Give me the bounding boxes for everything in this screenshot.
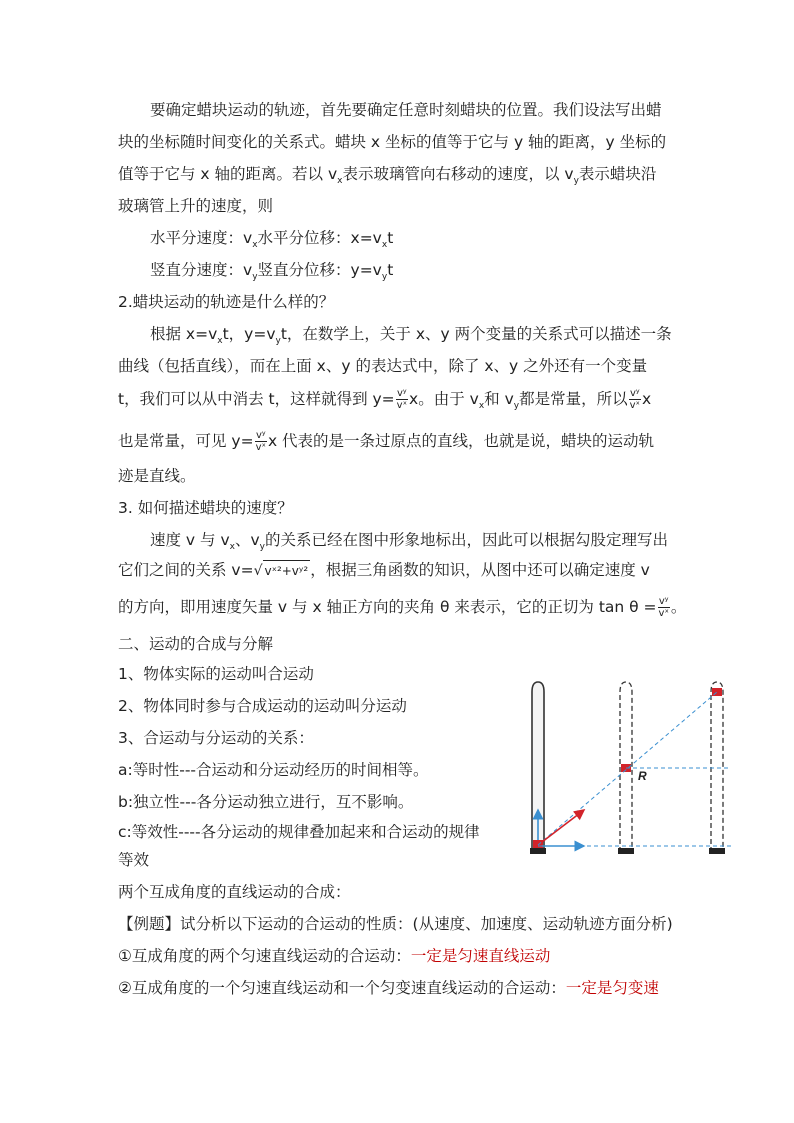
fraction-vy-vx: $\frac{\text{vʸ}}{\text{vˣ}}$: [396, 388, 408, 411]
para2-line2: 曲线（包括直线），而在上面 x、y 的表达式中，除了 x、y 之外还有一个变量: [118, 357, 648, 375]
list-item-c-cont: 等效: [118, 851, 150, 869]
para1-line3: 值等于它与 x 轴的距离。若以 $v_x$表示玻璃管向右移动的速度，以 $v_y$表示蜡块沿: [118, 165, 657, 187]
glass-tube-dashed-right: [711, 682, 723, 852]
para1-line4: 玻璃管上升的速度，则: [118, 197, 274, 215]
fraction-vy-vx: $\frac{\text{vʸ}}{\text{vˣ}}$: [629, 388, 640, 411]
list-item-b: b:独立性---各分运动独立进行，互不影响。: [118, 793, 414, 811]
v-arrow: [542, 810, 584, 842]
tube-base: [618, 848, 634, 854]
tube-base: [709, 848, 725, 854]
vertical-formula: 竖直分速度：$v_y$竖直分位移：$y=v_yt$: [150, 261, 394, 283]
list-item-a: a:等时性---合运动和分运动经历的时间相等。: [118, 761, 429, 779]
para1-line2: 块的坐标随时间变化的关系式。蜡块 x 坐标的值等于它与 y 轴的距离，y 坐标的: [118, 133, 667, 151]
para3-line1: 速度 v 与 $v_x$、$v_y$的关系已经在图中形象地标出，因此可以根据勾股定理写出: [150, 531, 668, 553]
horizontal-formula: 水平分速度：$v_x$水平分位移：$x=v_xt$: [150, 229, 394, 251]
tube-base: [530, 848, 546, 854]
list-item-1: 1、物体实际的运动叫合运动: [118, 665, 314, 683]
para2-line4: 也是常量，可见 y= $\frac{\text{vʸ}}{\text{vˣ}}$ x 代表的是一条过原点的直线，也就是说，蜡块的运动轨: [118, 430, 655, 453]
para2-line5: 迹是直线。: [118, 467, 196, 485]
example-2: ②互成角度的一个匀速直线运动和一个匀变速直线运动的合运动：一定是匀变速: [118, 979, 659, 997]
para3-line2: 它们之间的关系 v=√ vˣ²+vʸ² ，根据三角函数的知识，从图中还可以确定速度 v: [118, 561, 650, 579]
list-item-c: c:等效性----各分运动的规律叠加起来和合运动的规律: [118, 823, 480, 841]
question-3: 3. 如何描述蜡块的速度？: [118, 499, 293, 517]
section-2-heading: 二、运动的合成与分解: [118, 635, 274, 653]
list-item-3: 3、合运动与分运动的关系：: [118, 729, 314, 747]
fraction-vy-vx: $\frac{\text{vʸ}}{\text{vˣ}}$: [255, 430, 266, 453]
para2-line1: 根据 $x=v_xt$，$y=v_yt$，在数学上，关于 x、y 两个变量的关系式可以描述一条: [150, 325, 672, 347]
example-1: ①互成角度的两个匀速直线运动的合运动：一定是匀速直线运动: [118, 947, 551, 965]
composition-heading: 两个互成角度的直线运动的合成：: [118, 883, 351, 901]
label-R: R: [638, 769, 647, 783]
wax-block-motion-diagram: [526, 680, 736, 858]
para2-line3: t，我们可以从中消去 t，这样就得到 y= $\frac{\text{vʸ}}{\text{vˣ}}$ x。由于 $v_x$和 $v_y$都是常量，所以 $\frac{\text{vʸ}}{\text{vˣ}}$ x: [118, 388, 652, 412]
question-2: 2.蜡块运动的轨迹是什么样的？: [118, 293, 335, 311]
fraction-vy-vx: $\frac{\text{vʸ}}{\text{vˣ}}$: [658, 596, 669, 619]
example-heading: 【例题】试分析以下运动的合运动的性质：(从速度、加速度、运动轨迹方面分析): [118, 915, 673, 933]
para3-line3: 的方向，即用速度矢量 v 与 x 轴正方向的夹角 θ 来表示，它的正切为 tan θ = $\frac{\text{vʸ}}{\text{vˣ}}$ 。: [118, 596, 687, 619]
para1-line1: 要确定蜡块运动的轨迹，首先要确定任意时刻蜡块的位置。我们设法写出蜡: [150, 101, 662, 119]
list-item-2: 2、物体同时参与合成运动的运动叫分运动: [118, 697, 407, 715]
sqrt-expression: vˣ²+vʸ²: [263, 560, 311, 581]
